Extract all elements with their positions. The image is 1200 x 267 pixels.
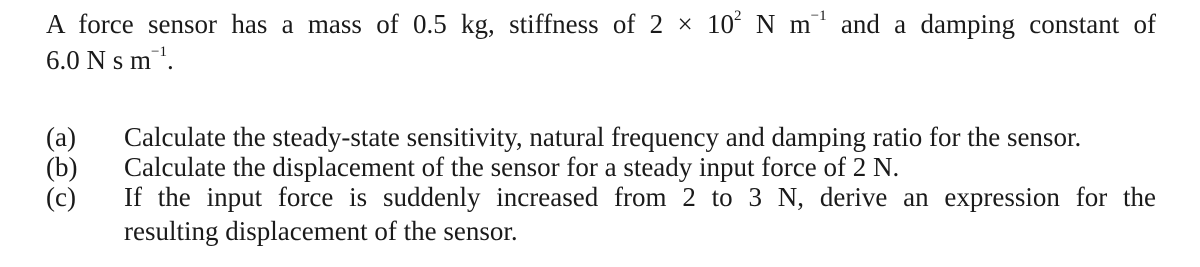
statement-text: N m: [741, 9, 811, 39]
part-text-line-1: If the input force is suddenly increased from 2 to 3 N, derive an expression for the: [124, 182, 1156, 212]
part-label: (a): [46, 122, 76, 152]
part-label: (c): [46, 182, 76, 212]
statement-text: A force sensor has a mass of 0.5 kg, stiffness of 2 × 10: [46, 9, 735, 39]
part-text-block: [124, 183, 1156, 245]
statement-text: .: [166, 45, 174, 75]
question-parts: [46, 123, 1156, 245]
exponent: 2: [734, 8, 742, 24]
question-part-c: [46, 183, 1156, 245]
part-label: (b): [46, 152, 78, 182]
problem-statement-line-1: [46, 6, 1156, 42]
exponent: −1: [810, 8, 827, 24]
exponent: −1: [151, 44, 167, 60]
problem-statement: [46, 6, 1156, 78]
question-part-a: [46, 123, 1156, 151]
question-part-b: [46, 153, 1156, 181]
part-text: Calculate the displacement of the sensor for a steady input force of 2 N.: [124, 152, 900, 182]
statement-text: 6.0 N s m: [46, 45, 152, 75]
statement-text: and a damping constant of: [826, 9, 1157, 39]
part-text-line-2: resulting displacement of the sensor.: [124, 216, 518, 246]
problem-statement-line-2: [46, 42, 1156, 78]
part-text: Calculate the steady-state sensitivity, natural frequency and damping ratio for the sensor.: [124, 122, 1082, 152]
